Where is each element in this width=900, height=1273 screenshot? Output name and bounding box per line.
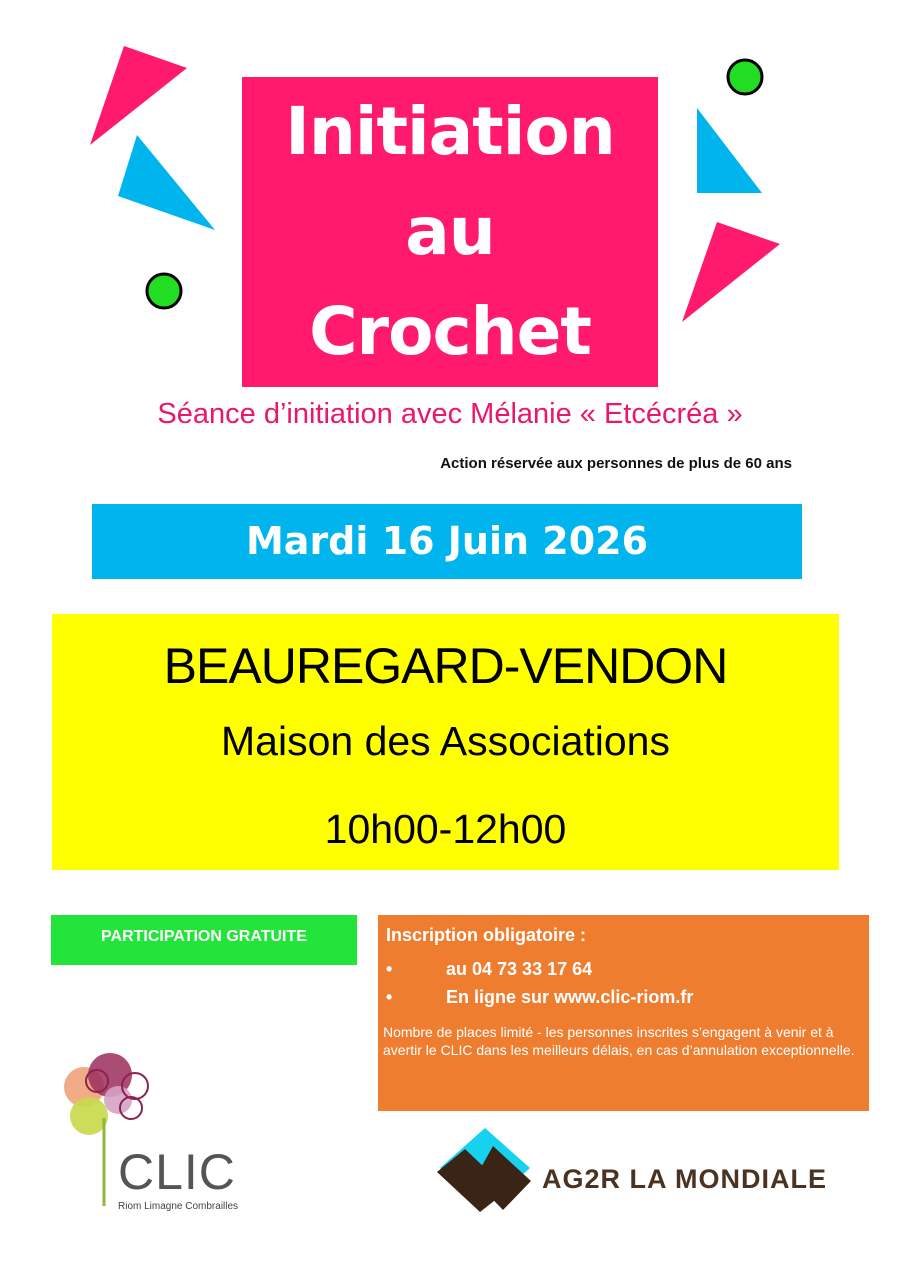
title-line-3: Crochet xyxy=(309,293,591,370)
clic-logo-text: CLIC xyxy=(118,1144,236,1200)
subtitle: Séance d’initiation avec Mélanie « Etcécréa » xyxy=(157,398,743,430)
registration-note: Nombre de places limité - les personnes inscrites s’engagent à venir et à avertir le CLIC dans les meilleurs délais, en cas d’annulation exceptionnelle. xyxy=(383,1024,855,1058)
phone-text: au 04 73 33 17 64 xyxy=(446,959,593,979)
ag2r-logo-text: AG2R LA MONDIALE xyxy=(542,1164,827,1194)
bullet: • xyxy=(386,959,393,979)
audience-note: Action réservée aux personnes de plus de 60 ans xyxy=(440,455,792,472)
registration-title: Inscription obligatoire : xyxy=(386,925,587,945)
bullet: • xyxy=(386,987,393,1007)
clic-logo-subtitle: Riom Limagne Combrailles xyxy=(118,1201,239,1212)
website-link[interactable]: En ligne sur www.clic-riom.fr xyxy=(446,987,694,1007)
title-line-1: Initiation xyxy=(285,93,615,170)
event-time: 10h00-12h00 xyxy=(324,806,567,852)
location-hall: Maison des Associations xyxy=(221,718,670,764)
location-city: BEAUREGARD-VENDON xyxy=(163,638,728,694)
participation-badge: PARTICIPATION GRATUITE xyxy=(51,915,357,965)
title-line-2: au xyxy=(405,193,495,270)
event-date: Mardi 16 Juin 2026 xyxy=(92,504,802,579)
